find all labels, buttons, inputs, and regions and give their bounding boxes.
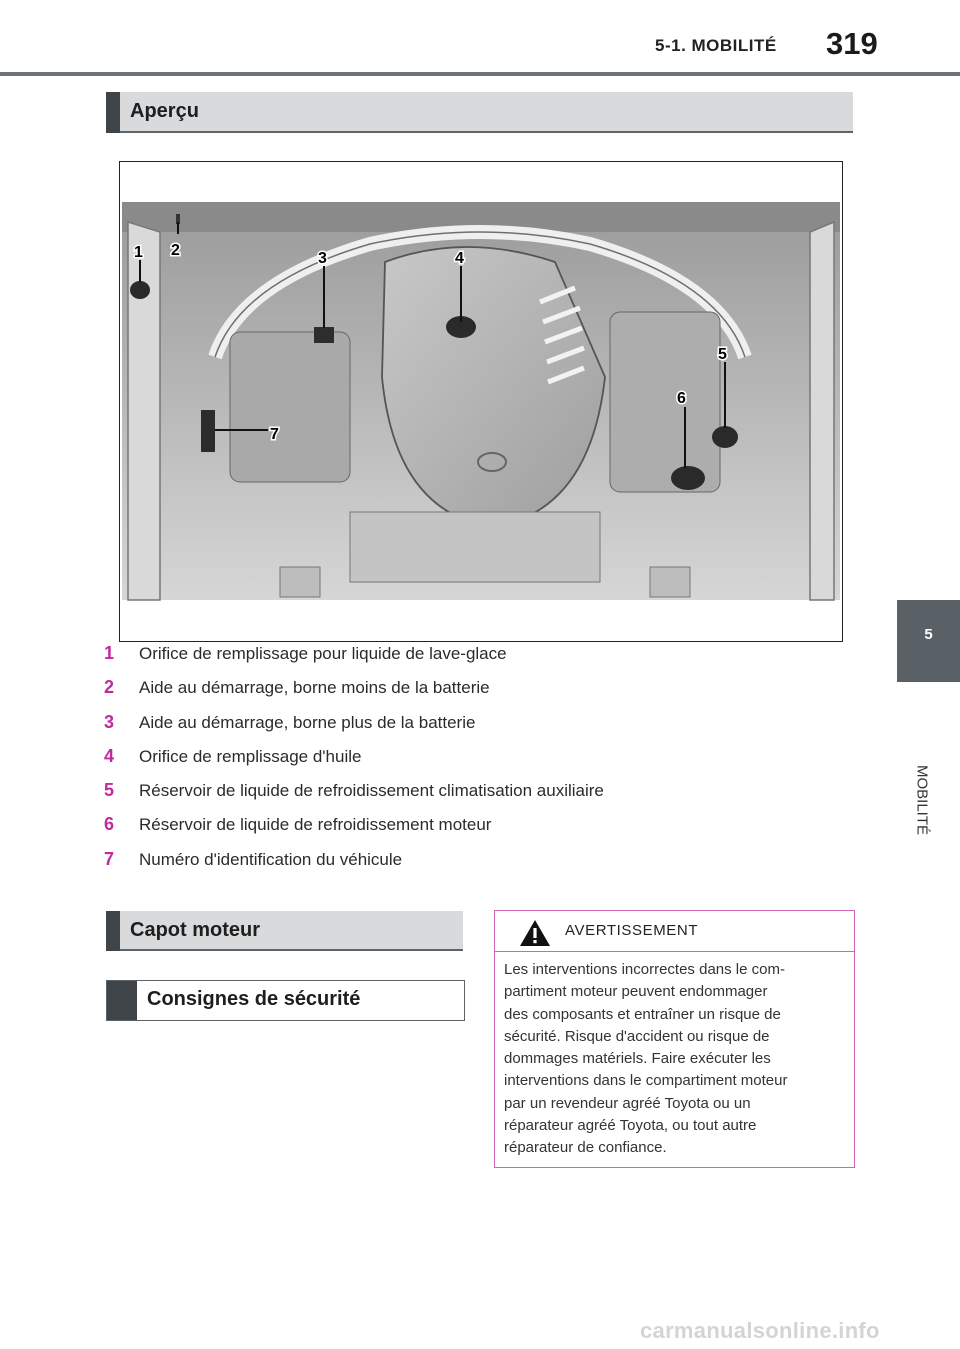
warning-box (494, 910, 855, 1168)
engine-coolant-cap-icon (671, 466, 705, 490)
footer-watermark: carmanualsonline.info (640, 1318, 880, 1343)
aux-coolant-cap-icon (712, 426, 738, 448)
section-heading-hood (106, 911, 463, 951)
legend-text: Orifice de remplissage pour liquide de lave-glace (139, 644, 507, 663)
left-component-block (230, 332, 350, 482)
subsection-title-safety: Consignes de sécurité (147, 988, 361, 1010)
callout-4: 4 (455, 250, 464, 267)
left-latch (280, 567, 320, 597)
legend-number: 4 (104, 745, 115, 766)
legend-number: 1 (104, 643, 115, 663)
header-rule (0, 72, 960, 76)
warning-header (495, 911, 854, 952)
legend-number: 7 (104, 848, 115, 869)
legend-text: Aide au démarrage, borne plus de la batterie (139, 712, 476, 732)
callout-5: 5 (718, 346, 727, 363)
warning-line: par un revendeur agréé Toyota ou un (504, 1094, 751, 1112)
legend-text: Numéro d'identification du véhicule (139, 849, 403, 869)
battery-positive-terminal-icon (314, 327, 334, 343)
warning-line: réparateur de confiance. (504, 1139, 667, 1157)
legend-text: Aide au démarrage, borne moins de la batterie (139, 678, 490, 698)
warning-line: interventions dans le compartiment moteur (504, 1072, 788, 1090)
section-title-overview: Aperçu (130, 100, 199, 122)
right-fender-edge (810, 222, 834, 600)
vin-plate-icon (201, 410, 215, 452)
warning-triangle-icon (519, 919, 551, 947)
chapter-tab-label-wrap (892, 740, 952, 860)
front-crossmember (350, 512, 600, 582)
chapter-tab (897, 600, 960, 682)
warning-title: AVERTISSEMENT (565, 922, 699, 939)
callout-7: 7 (270, 426, 279, 443)
engine-bay-figure (119, 161, 843, 642)
running-header-section: 5-1. MOBILITÉ (655, 36, 777, 55)
legend-text: Réservoir de liquide de refroidissement climatisation auxiliaire (139, 781, 604, 801)
callout-1: 1 (134, 244, 143, 261)
left-fender-edge (128, 222, 160, 600)
callout-3: 3 (318, 250, 327, 267)
chapter-tab-number: 5 (924, 626, 933, 643)
right-component-block (610, 312, 720, 492)
warning-line: dommages matériels. Faire exécuter les (504, 1050, 771, 1068)
warning-line: Les interventions incorrectes dans le com- (504, 961, 785, 978)
warning-line: partiment moteur peuvent endommager (504, 983, 768, 1001)
washer-fluid-cap-icon (130, 281, 150, 299)
callout-6: 6 (677, 390, 686, 407)
legend-text: Orifice de remplissage d'huile (139, 746, 362, 766)
legend-text: Réservoir de liquide de refroidissement moteur (139, 815, 492, 835)
page-number: 319 (826, 26, 878, 61)
right-latch (650, 567, 690, 597)
legend-number: 2 (104, 677, 115, 698)
legend-number: 6 (104, 814, 115, 835)
subsection-heading-safety (106, 980, 465, 1021)
callout-2: 2 (171, 242, 180, 259)
legend-number: 5 (104, 780, 115, 801)
warning-line: sécurité. Risque d'accident ou risque de (504, 1027, 770, 1045)
legend-number: 3 (104, 711, 115, 732)
warning-body (504, 959, 844, 1160)
chapter-tab-label: MOBILITÉ (913, 764, 931, 836)
section-heading-overview (106, 92, 853, 133)
engine-bay-illustration (120, 162, 842, 641)
section-title-hood: Capot moteur (130, 919, 260, 941)
warning-line: des composants et entraîner un risque de (504, 1005, 781, 1023)
warning-line: réparateur agréé Toyota, ou tout autre (504, 1117, 757, 1135)
